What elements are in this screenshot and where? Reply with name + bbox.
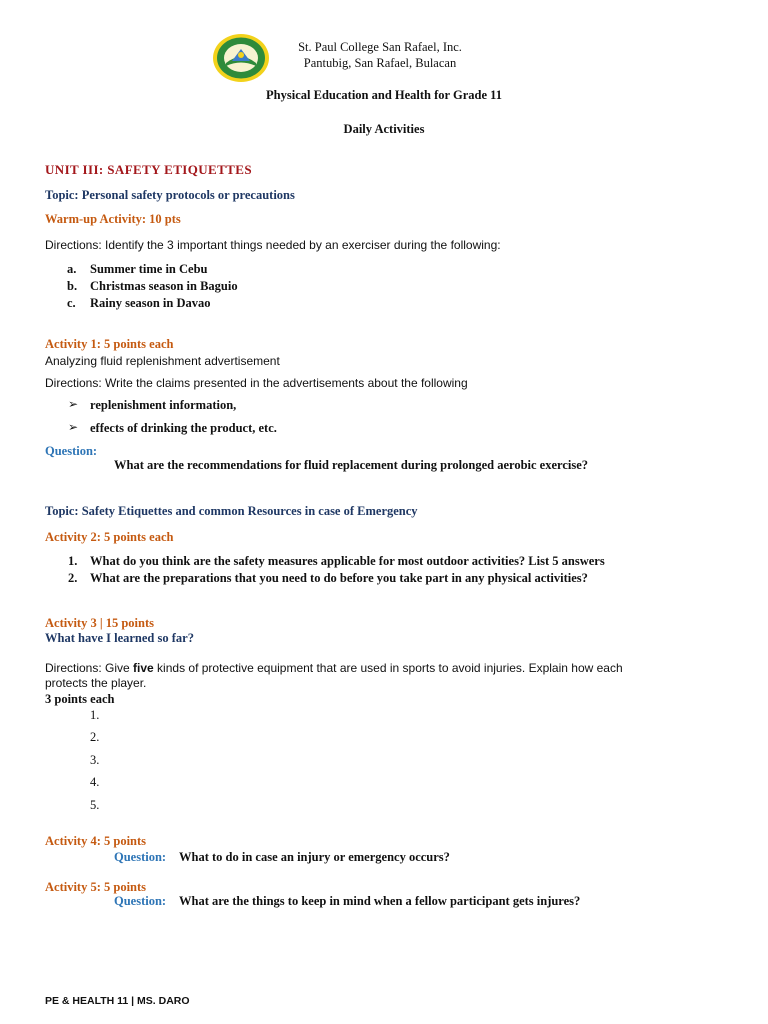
footer-teacher: MS. DARO bbox=[137, 995, 190, 1007]
unit-heading: UNIT III: SAFETY ETIQUETTES bbox=[45, 162, 252, 177]
list-item: What do you think are the safety measures applicable for most outdoor activities? List 5 answers bbox=[90, 554, 605, 568]
answer-number: 2. bbox=[90, 730, 100, 744]
list-item: What are the preparations that you need to do before you take part in any physical activities? bbox=[90, 571, 588, 585]
activity-2-title: Activity 2: 5 points each bbox=[45, 530, 174, 544]
school-name: St. Paul College San Rafael, Inc. bbox=[298, 40, 462, 54]
activity-1-directions: Directions: Write the claims presented in the advertisements about the following bbox=[45, 376, 468, 390]
list-item: Christmas season in Baguio bbox=[90, 279, 238, 293]
arrow-bullet-icon: ➢ bbox=[68, 397, 79, 411]
subject-title: Physical Education and Health for Grade 11 bbox=[266, 88, 502, 102]
activity-5-title: Activity 5: 5 points bbox=[45, 880, 147, 894]
document-title: Daily Activities bbox=[343, 122, 425, 136]
points-note: 3 points each bbox=[45, 692, 115, 706]
activity-4-title: Activity 4: 5 points bbox=[45, 834, 147, 848]
footer-separator: | bbox=[128, 995, 138, 1007]
activity-4-question: What to do in case an injury or emergency occurs? bbox=[179, 850, 450, 864]
bullet-item: effects of drinking the product, etc. bbox=[90, 421, 277, 435]
activity-3-subtitle: What have I learned so far? bbox=[45, 631, 194, 645]
question-label: Question: bbox=[114, 850, 167, 864]
activity-3-title: Activity 3 | 15 points bbox=[45, 616, 155, 630]
activity-1-question: What are the recommendations for fluid replacement during prolonged aerobic exercise? bbox=[114, 458, 589, 472]
answer-number: 3. bbox=[90, 753, 100, 767]
list-item: Summer time in Cebu bbox=[90, 262, 208, 276]
topic-2-heading: Topic: Safety Etiquettes and common Resources in case of Emergency bbox=[45, 504, 418, 518]
list-marker: b. bbox=[67, 279, 78, 293]
topic-1-heading: Topic: Personal safety protocols or precautions bbox=[45, 188, 295, 202]
answer-number: 5. bbox=[90, 798, 100, 812]
list-marker: 2. bbox=[68, 571, 78, 585]
activity-3-directions: Directions: Give five kinds of protective equipment that are used in sports to avoid injuries. Explain how each bbox=[45, 661, 623, 675]
list-item: Rainy season in Davao bbox=[90, 296, 211, 310]
answer-number: 4. bbox=[90, 775, 100, 789]
question-label: Question: bbox=[114, 894, 167, 908]
activity-3-directions-line2: protects the player. bbox=[45, 676, 147, 690]
arrow-bullet-icon: ➢ bbox=[68, 420, 79, 434]
list-marker: 1. bbox=[68, 554, 78, 568]
warmup-directions: Directions: Identify the 3 important things needed by an exerciser during the following: bbox=[45, 238, 501, 252]
activity-1-subtitle: Analyzing fluid replenishment advertisement bbox=[45, 354, 280, 368]
list-marker: c. bbox=[67, 296, 76, 310]
school-address: Pantubig, San Rafael, Bulacan bbox=[303, 56, 457, 70]
activity-1-title: Activity 1: 5 points each bbox=[45, 337, 174, 351]
question-label: Question: bbox=[45, 444, 98, 458]
bullet-item: replenishment information, bbox=[90, 398, 237, 412]
answer-number: 1. bbox=[90, 708, 100, 722]
page-footer bbox=[45, 995, 190, 1007]
footer-course: PE & HEALTH 11 bbox=[45, 995, 129, 1007]
emphasis: five bbox=[133, 661, 154, 675]
list-marker: a. bbox=[67, 262, 77, 276]
warmup-title: Warm-up Activity: 10 pts bbox=[45, 212, 181, 226]
activity-5-question: What are the things to keep in mind when a fellow participant gets injures? bbox=[179, 894, 581, 908]
